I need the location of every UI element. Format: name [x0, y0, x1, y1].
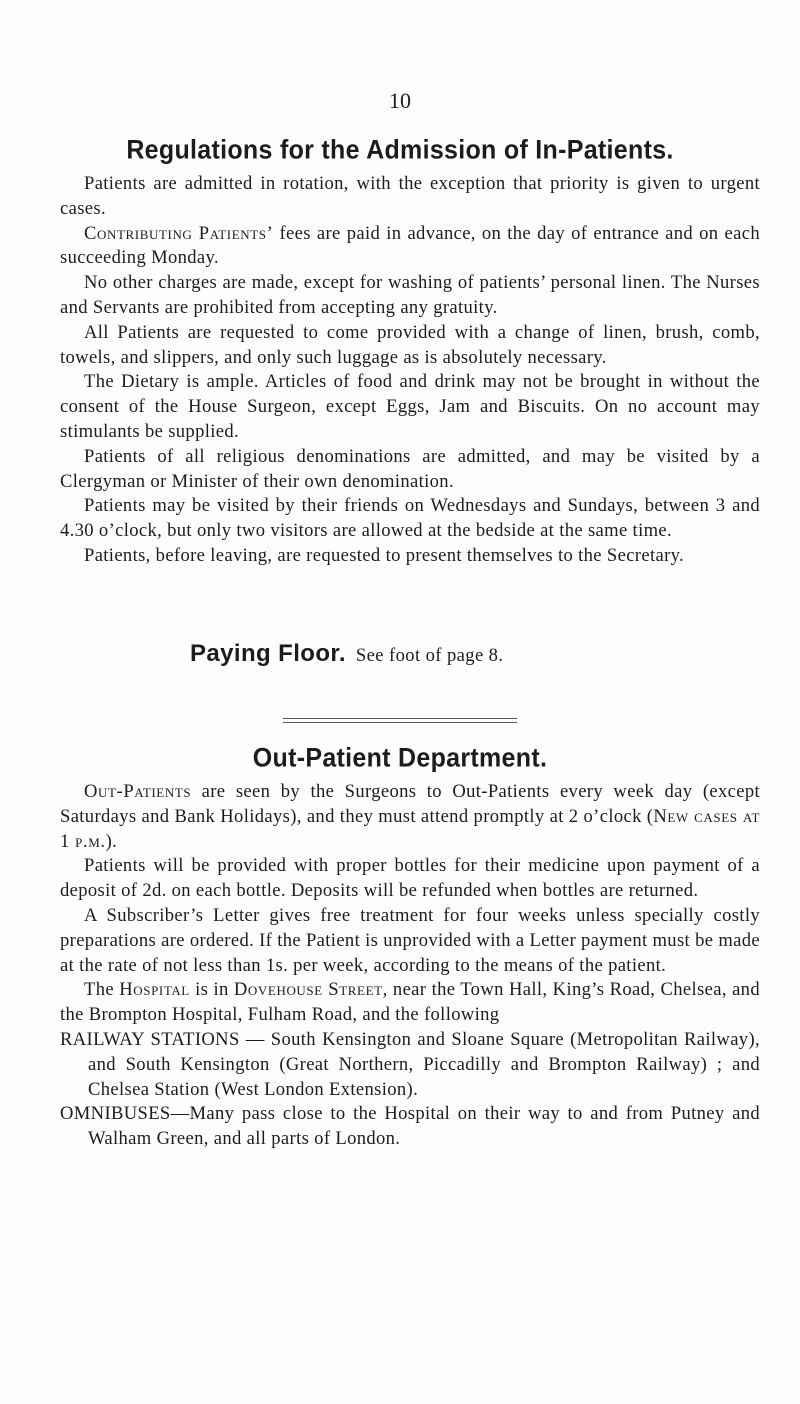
divider-rule: [283, 722, 517, 723]
paragraph: [60, 780, 760, 854]
paying-floor-reference: See foot of page 8.: [355, 645, 504, 666]
small-caps-term: Contributing Patients’: [84, 222, 274, 244]
omnibuses: OMNIBUSES—Many pass close to the Hospital on their way to and from Putney and Walham Green, and all parts of London.: [60, 1103, 760, 1150]
inpatients-heading: Regulations for the Admission of In-Patients.: [126, 134, 674, 166]
paragraph: The Dietary is ample. Articles of food and drink may not be brought in without the consent of the House Surgeon, except Eggs, Jam and Biscuits. On no account may stimulants be supplied.: [60, 371, 760, 442]
paragraph: Patients, before leaving, are requested to present themselves to the Secretary.: [84, 544, 685, 566]
paragraph: Patients are admitted in rotation, with the exception that priority is given to urgent cases.: [60, 173, 760, 219]
small-caps-term: Hospital: [119, 979, 190, 1001]
railway-stations: RAILWAY STATIONS — South Kensington and Sloane Square (Metropolitan Railway), and South Kensington (Great Northern, Piccadilly and Brompton Railway) ; and Chelsea Station (West London Extension).: [60, 1028, 760, 1100]
paragraph-text: is in: [189, 979, 234, 1001]
paragraph: No other charges are made, except for washing of patients’ personal linen. The Nurses and Servants are prohibited from accepting any gratuity.: [60, 272, 760, 318]
paragraph: Patients will be provided with proper bottles for their medicine upon payment of a deposit of 2d. on each bottle. Deposits will be refunded when bottles are returned.: [60, 855, 760, 902]
paragraph: Patients may be visited by their friends on Wednesdays and Sundays, between 3 and 4.30 o’clock, but only two visitors are allowed at the bedside at the same time.: [60, 495, 760, 542]
paragraph-text: ).: [105, 830, 118, 852]
page-number: 10: [389, 88, 411, 113]
paragraph: [60, 978, 760, 1028]
paying-floor-label: Paying Floor.: [190, 640, 346, 667]
paragraph-text: fees are paid in advance, on the day of entrance and on each succeeding Monday.: [60, 222, 760, 269]
paragraph-text: The: [84, 979, 120, 1001]
paragraph-text: , near the Town Hall, King’s Road, Chelsea, and the Brompton Hospital, Fulham Road, and the following: [60, 979, 760, 1026]
paragraph-text: are seen by the Surgeons to Out-Patients every week day (except Saturdays and Bank Holidays), and they must attend promptly at 2 o’clock (: [60, 781, 760, 827]
paragraph: Patients of all religious denominations are admitted, and may be visited by a Clergyman or Minister of their own denomination.: [60, 445, 760, 492]
small-caps-term: New cases at 1 p.m.: [60, 805, 761, 852]
outpatients-section: [60, 780, 760, 1152]
small-caps-term: Dovehouse Street: [233, 979, 383, 1001]
inpatients-section: [60, 172, 760, 569]
paragraph: [60, 222, 760, 272]
paragraph: A Subscriber’s Letter gives free treatment for four weeks unless specially costly preparations are ordered. If the Patient is unprovided with a Letter payment must be made at the rate of not less than 1s. per week, according to the means of the patient.: [60, 904, 760, 976]
outpatients-heading: Out-Patient Department.: [252, 742, 548, 774]
small-caps-term: Out-Patients: [84, 781, 192, 802]
paragraph: All Patients are requested to come provided with a change of linen, brush, comb, towels, and slippers, and only such luggage as is absolutely necessary.: [60, 321, 760, 368]
divider-rule: [283, 718, 517, 719]
paying-floor-note: [190, 640, 503, 668]
